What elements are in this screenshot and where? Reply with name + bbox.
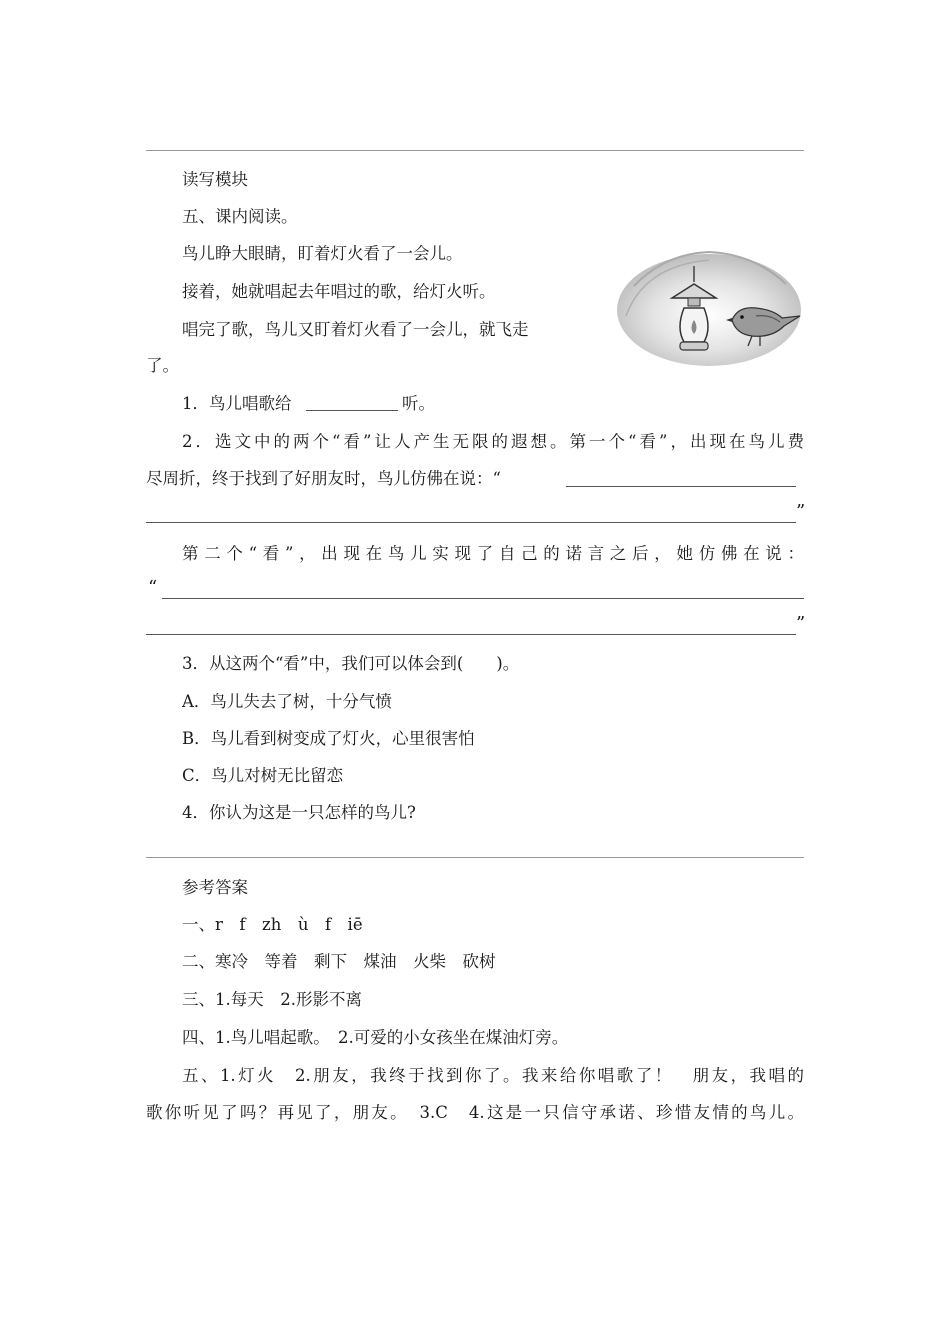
answer-1: 一、r f zh ù f iē [182, 915, 363, 934]
q3-option-a: A．鸟儿失去了树，十分气愤 [182, 692, 392, 711]
answers-divider [146, 857, 804, 858]
section-title: 读写模块 [182, 170, 248, 189]
passage-paragraph-2: 接着，她就唱起去年唱过的歌，给灯火听。 [182, 282, 496, 301]
q1-answer-blank[interactable] [306, 410, 398, 411]
q2-line-1: 2．选文中的两个“看”让人产生无限的遐想。第一个“看”，出现在鸟儿费 [182, 432, 804, 451]
answer-2: 二、寒冷 等着 剩下 煤油 火柴 砍树 [182, 952, 496, 971]
q1-text-after: 听。 [402, 394, 435, 413]
q2-line-2: 尽周折，终于找到了好朋友时，鸟儿仿佛在说：“ [146, 469, 501, 488]
q2-answer-blank-1a[interactable] [566, 486, 796, 487]
q2-line-3: 第二个“看”，出现在鸟儿实现了自己的诺言之后，她仿佛在说： [182, 544, 804, 563]
q3-stem: 3．从这两个“看”中，我们可以体会到( )。 [182, 654, 520, 673]
answer-5-line-1: 五、1.灯火 2.朋友，我终于找到你了。我来给你唱歌了！ 朋友，我唱的 [182, 1066, 804, 1085]
q4-question: 4．你认为这是一只怎样的鸟儿? [182, 803, 416, 822]
passage-paragraph-1: 鸟儿睁大眼睛，盯着灯火看了一会儿。 [182, 244, 463, 263]
q2-answer-blank-1b[interactable] [146, 522, 796, 523]
q3-option-b: B．鸟儿看到树变成了灯火，心里很害怕 [182, 729, 475, 748]
q2-open-quote-2: “ [148, 577, 158, 598]
q1-text-before: 1．鸟儿唱歌给 [182, 394, 292, 413]
answer-4: 四、1.鸟儿唱起歌。 2.可爱的小女孩坐在煤油灯旁。 [182, 1028, 569, 1047]
answer-5-line-2: 歌你听见了吗？再见了，朋友。 3.C 4.这是一只信守承诺、珍惜友情的鸟儿。 [146, 1103, 804, 1122]
q2-answer-blank-2a[interactable] [162, 598, 804, 599]
answer-3: 三、1.每天 2.形影不离 [182, 990, 362, 1009]
top-divider [146, 150, 804, 151]
q3-option-c: C．鸟儿对树无比留恋 [182, 766, 344, 785]
lamp-and-bird-illustration [614, 246, 804, 368]
part5-title: 五、课内阅读。 [182, 207, 298, 226]
q2-answer-blank-2b[interactable] [146, 634, 796, 635]
q2-close-quote-1: ” [796, 501, 806, 522]
passage-paragraph-3b: 了。 [146, 356, 179, 375]
passage-paragraph-3a: 唱完了歌，鸟儿又盯着灯火看了一会儿，就飞走 [182, 320, 529, 339]
answers-title: 参考答案 [182, 878, 248, 897]
q2-close-quote-2: ” [796, 613, 806, 634]
